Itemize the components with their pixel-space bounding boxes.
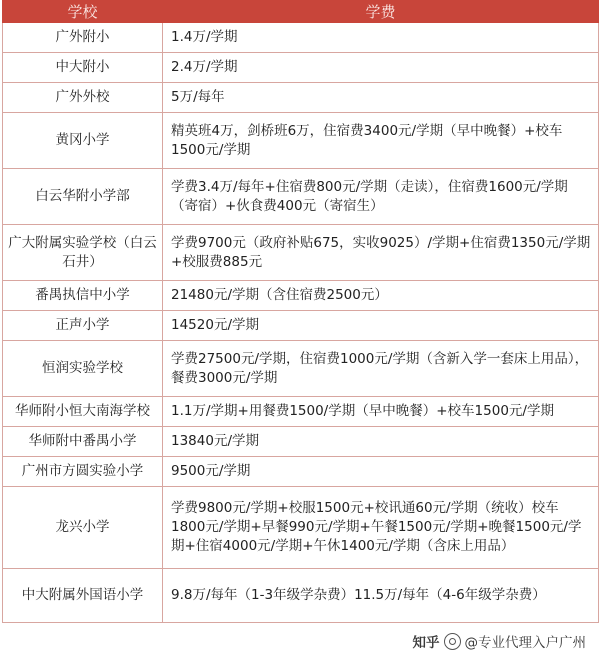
tuition-fee: 9.8万/每年（1-3年级学杂费）11.5万/每年（4-6年级学杂费） — [163, 569, 599, 623]
table-row — [3, 457, 599, 487]
header-school: 学校 — [3, 1, 163, 23]
zhihu-logo: 知乎 — [412, 635, 440, 651]
tuition-fee: 学费9800元/学期+校服1500元+校讯通60元/学期（统收）校车1800元/学期+早餐990元/学期+午餐1500元/学期+晚餐1500元/学期+住宿4000元/学期+午休1400元/学期（含床上用品） — [163, 487, 599, 569]
school-name: 广外外校 — [3, 83, 163, 113]
table-row — [3, 569, 599, 623]
school-name: 龙兴小学 — [3, 487, 163, 569]
table-row — [3, 23, 599, 53]
tuition-fee: 14520元/学期 — [163, 311, 599, 341]
school-name: 中大附小 — [3, 53, 163, 83]
tuition-fee: 学费27500元/学期，住宿费1000元/学期（含新入学一套床上用品），餐费3000元/学期 — [163, 341, 599, 397]
school-name: 华师附小恒大南海学校 — [3, 397, 163, 427]
table-row — [3, 341, 599, 397]
table-row — [3, 397, 599, 427]
tuition-fee: 13840元/学期 — [163, 427, 599, 457]
school-name: 恒润实验学校 — [3, 341, 163, 397]
tuition-fee: 精英班4万，剑桥班6万，住宿费3400元/学期（早中晚餐）+校车1500元/学期 — [163, 113, 599, 169]
school-name: 广外附小 — [3, 23, 163, 53]
school-name: 白云华附小学部 — [3, 169, 163, 225]
tuition-fee: 1.4万/学期 — [163, 23, 599, 53]
tuition-fee: 21480元/学期（含住宿费2500元） — [163, 281, 599, 311]
school-name: 广大附属实验学校（白云石井） — [3, 225, 163, 281]
table-row — [3, 281, 599, 311]
table-header-row — [3, 1, 599, 23]
table-row — [3, 225, 599, 281]
header-fee: 学费 — [163, 1, 599, 23]
table-row — [3, 169, 599, 225]
school-name: 番禺执信中小学 — [3, 281, 163, 311]
school-name: 正声小学 — [3, 311, 163, 341]
tuition-fee: 9500元/学期 — [163, 457, 599, 487]
tuition-table — [2, 0, 599, 623]
table-row — [3, 427, 599, 457]
watermark-text: @专业代理入户广州 — [464, 635, 586, 651]
table-row — [3, 53, 599, 83]
tuition-fee: 5万/每年 — [163, 83, 599, 113]
table-row — [3, 487, 599, 569]
table-row — [3, 83, 599, 113]
tuition-fee: 学费9700元（政府补贴675，实收9025）/学期+住宿费1350元/学期+校服费885元 — [163, 225, 599, 281]
table-row — [3, 113, 599, 169]
tuition-fee: 学费3.4万/每年+住宿费800元/学期（走读），住宿费1600元/学期（寄宿）+伙食费400元（寄宿生） — [163, 169, 599, 225]
school-name: 黄冈小学 — [3, 113, 163, 169]
table-row — [3, 311, 599, 341]
school-name: 中大附属外国语小学 — [3, 569, 163, 623]
tuition-fee: 2.4万/学期 — [163, 53, 599, 83]
school-name: 华师附中番禺小学 — [3, 427, 163, 457]
at-icon — [444, 633, 461, 650]
tuition-fee: 1.1万/学期+用餐费1500/学期（早中晚餐）+校车1500元/学期 — [163, 397, 599, 427]
zhihu-watermark — [413, 631, 587, 651]
school-name: 广州市方圆实验小学 — [3, 457, 163, 487]
